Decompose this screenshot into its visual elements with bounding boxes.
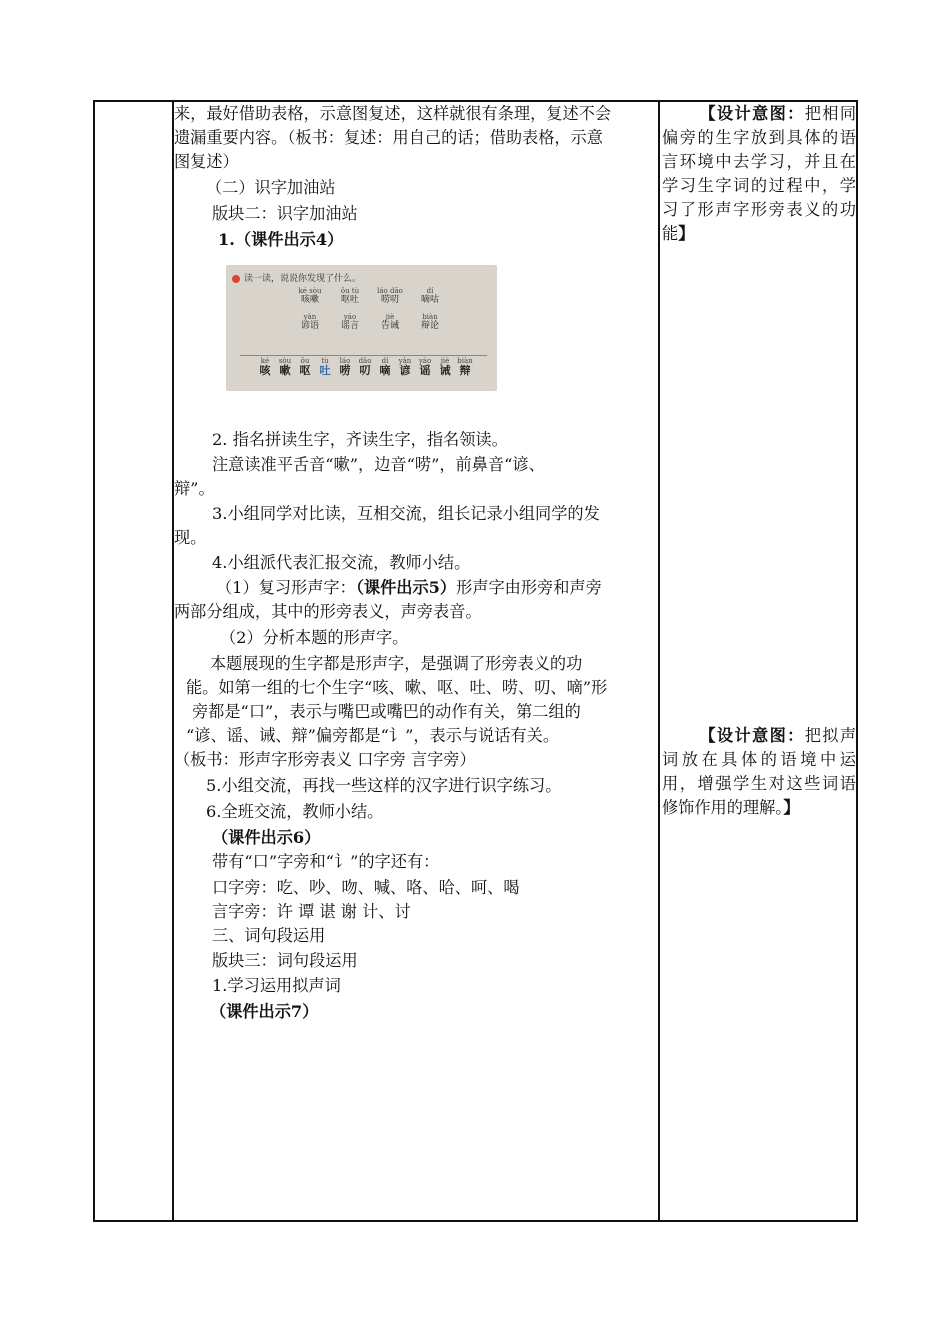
text-line: 图复述） bbox=[174, 152, 239, 171]
text-span: 形声字由形旁和声旁 bbox=[456, 578, 602, 597]
text-line: 5.小组交流，再找一些这样的汉字进行识字练习。 bbox=[206, 776, 562, 795]
pinyin: jiè bbox=[385, 313, 395, 321]
pinyin: sòu bbox=[278, 357, 292, 365]
pinyin: ǒu bbox=[300, 357, 310, 365]
word: 谣言 bbox=[340, 321, 359, 331]
char-item bbox=[396, 357, 414, 376]
char-item bbox=[376, 357, 394, 376]
courseware-label: （课件出示6） bbox=[212, 828, 321, 847]
character: 叨 bbox=[359, 364, 371, 377]
text-line: 现。 bbox=[174, 528, 207, 547]
pinyin: dí bbox=[381, 357, 389, 365]
character: 谣 bbox=[419, 364, 431, 377]
word-item bbox=[330, 287, 370, 306]
note-key: 【设计意图： bbox=[698, 104, 805, 123]
character: 呕 bbox=[299, 364, 311, 377]
pinyin: láo bbox=[339, 357, 351, 365]
word: 呕吐 bbox=[340, 295, 359, 305]
text-line: 带有“口”字旁和“讠”的字还有： bbox=[212, 852, 440, 871]
text-line: 辩”。 bbox=[174, 479, 215, 498]
text-line: （板书：形声字形旁表义 口字旁 言字旁） bbox=[174, 750, 476, 769]
section-heading: 三、词句段运用 bbox=[212, 926, 326, 945]
pinyin: tù bbox=[321, 357, 329, 365]
character: 嗽 bbox=[279, 364, 291, 377]
character: 嘀 bbox=[379, 364, 391, 377]
pinyin: dí bbox=[426, 287, 434, 295]
pinyin: biàn bbox=[457, 357, 473, 365]
word: 唠叨 bbox=[380, 295, 399, 305]
textbook-image bbox=[226, 265, 497, 391]
main-content-column bbox=[174, 102, 658, 1220]
pinyin: yáo bbox=[418, 357, 432, 365]
text-line: 能。如第一组的七个生字“咳、嗽、呕、吐、唠、叨、嘀”形 bbox=[186, 678, 608, 697]
section-heading: （二）识字加油站 bbox=[206, 178, 336, 197]
courseware-label: 1.（课件出示4） bbox=[218, 230, 344, 249]
text-line: 口字旁：吃、吵、吻、喊、咯、哈、呵、喝 bbox=[212, 878, 520, 897]
design-intent-note bbox=[662, 102, 856, 246]
pinyin: ǒu tù bbox=[340, 287, 360, 295]
pinyin: biàn bbox=[422, 313, 438, 321]
char-item bbox=[336, 357, 354, 376]
character: 诫 bbox=[439, 364, 451, 377]
character: 辩 bbox=[459, 364, 471, 377]
note-end: 】 bbox=[783, 798, 800, 817]
text-line: 3.小组同学对比读，互相交流，组长记录小组同学的发 bbox=[212, 504, 600, 523]
char-item bbox=[316, 357, 334, 376]
design-intent-note bbox=[662, 724, 856, 820]
char-item bbox=[256, 357, 274, 376]
divider bbox=[240, 355, 487, 356]
text-line: （2）分析本题的形声字。 bbox=[220, 628, 409, 647]
word: 辩论 bbox=[420, 321, 439, 331]
courseware-label: （课件出示5） bbox=[355, 578, 457, 597]
char-item bbox=[356, 357, 374, 376]
text-line: 两部分组成，其中的形旁表义，声旁表音。 bbox=[174, 602, 482, 621]
word-item bbox=[290, 287, 330, 306]
pinyin: ké sòu bbox=[298, 287, 322, 295]
word-item bbox=[370, 287, 410, 306]
text-line: 本题展现的生字都是形声字，是强调了形旁表义的功 bbox=[210, 654, 583, 673]
pinyin: yàn bbox=[398, 357, 412, 365]
character: 唠 bbox=[339, 364, 351, 377]
character: 吐 bbox=[319, 364, 331, 377]
note-text: 把拟声词放在具体的语境中运用，增强学生对这些词语修饰作用的理解。 bbox=[662, 726, 857, 817]
text-line: 版块二：识字加油站 bbox=[212, 204, 358, 223]
pinyin: yáo bbox=[343, 313, 357, 321]
text-line: 遗漏重要内容。（板书：复述：用自己的话；借助表格，示意 bbox=[174, 128, 603, 147]
note-text: 把相同偏旁的生字放到具体的语言环境中去学习，并且在学习生字词的过程中，学习了形声字形旁表义的功能 bbox=[662, 104, 857, 243]
text-line: 6.全班交流，教师小结。 bbox=[206, 802, 384, 821]
note-end: 】 bbox=[678, 224, 695, 243]
word-item bbox=[290, 313, 330, 332]
char-item bbox=[416, 357, 434, 376]
note-key: 【设计意图： bbox=[698, 726, 805, 745]
word-item bbox=[370, 313, 410, 332]
word-item bbox=[410, 287, 450, 306]
text-line: “谚、谣、诫、辩”偏旁都是“讠”，表示与说话有关。 bbox=[186, 726, 560, 745]
text-line: 2. 指名拼读生字，齐读生字，指名领读。 bbox=[212, 430, 508, 449]
text-line: 言字旁：许 谭 谌 谢 计、讨 bbox=[212, 902, 411, 921]
word-item bbox=[410, 313, 450, 332]
char-item bbox=[436, 357, 454, 376]
text-line: 4.小组派代表汇报交流，教师小结。 bbox=[212, 553, 471, 572]
text-line bbox=[216, 576, 602, 600]
lesson-plan-table bbox=[93, 100, 858, 1222]
text-span: （1）复习形声字： bbox=[216, 578, 356, 597]
char-item bbox=[276, 357, 294, 376]
word: 告诫 bbox=[380, 321, 399, 331]
text-line: 旁都是“口”，表示与嘴巴或嘴巴的动作有关，第二组的 bbox=[192, 702, 581, 721]
character: 咳 bbox=[259, 364, 271, 377]
word: 咳嗽 bbox=[300, 295, 319, 305]
text-line: 注意读准平舌音“嗽”，边音“唠”，前鼻音“谚、 bbox=[212, 455, 545, 474]
bullet-icon bbox=[232, 275, 240, 283]
character: 谚 bbox=[399, 364, 411, 377]
pinyin: yàn bbox=[303, 313, 317, 321]
word: 谚语 bbox=[300, 321, 319, 331]
char-item bbox=[456, 357, 474, 376]
word-item bbox=[330, 313, 370, 332]
courseware-label: （课件出示7） bbox=[210, 1002, 319, 1021]
word: 嘀咕 bbox=[420, 295, 439, 305]
pinyin: láo dāo bbox=[377, 287, 403, 295]
design-notes-column bbox=[660, 102, 856, 1220]
pinyin: jiè bbox=[440, 357, 450, 365]
pinyin: ké bbox=[260, 357, 270, 365]
char-item bbox=[296, 357, 314, 376]
textbook-prompt-text: 读一读，说说你发现了什么。 bbox=[244, 274, 362, 284]
text-line: 来，最好借助表格，示意图复述，这样就很有条理，复述不会 bbox=[174, 104, 612, 123]
pinyin: dāo bbox=[358, 357, 372, 365]
text-line: 版块三：词句段运用 bbox=[212, 951, 358, 970]
textbook-prompt bbox=[232, 271, 361, 284]
text-line: 1.学习运用拟声词 bbox=[212, 976, 341, 995]
